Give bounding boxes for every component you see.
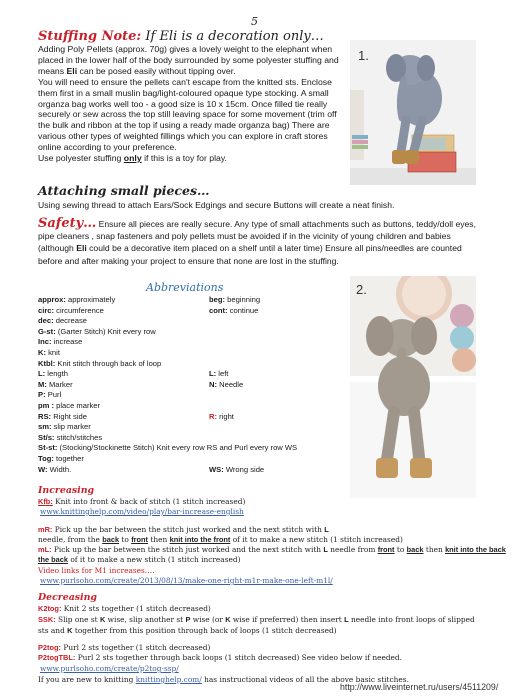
abbreviation-row — [38, 422, 343, 433]
k2tog-line: K2tog: Knit 2 sts together (1 stitch decreased) — [38, 604, 211, 613]
abbreviation-entry — [38, 295, 209, 306]
ml-line-1: mL: Pick up the bar between the stitch just worked and the next stitch with L needle from front to back then knit into the back — [38, 545, 506, 554]
abbreviation-row — [38, 348, 343, 359]
stuffing-paragraph-2: You will need to ensure the pellets can't escape from the knitted sts. Enclose them first in a small muslin bag/light-coloured opaque type stocking. A small organza bag works well too - a good size is 10 x 15cm. Once filled tie really securely or sew across the top still leaving space for some movement (trim off the bulk and ribbon at the top if using a ready made organza bag) There are various other types of weighted fillings which you can explore in craft stores online according to your preference. — [38, 76, 337, 153]
mr-line-2: needle, from the back to front then knit into the front of it to make a new stitch (1 stitch increased) — [38, 535, 403, 544]
abbreviation-meaning: Purl — [45, 390, 62, 400]
abbreviation-row — [38, 295, 343, 306]
abbreviation-row — [38, 337, 343, 348]
abbreviation-entry — [38, 327, 209, 338]
abbreviation-meaning: Right side — [51, 411, 87, 421]
abbreviation-row — [38, 433, 343, 444]
abbreviation-meaning: Wrong side — [223, 464, 265, 474]
abbreviation-key: pm : — [38, 400, 55, 410]
abbreviation-entry — [209, 306, 258, 317]
abbreviations-title: Abbreviations — [146, 281, 224, 294]
ml-line-2: the back of it to make a new stitch (1 stitch increased) — [38, 555, 241, 564]
kfb-video-link[interactable]: www.knittinghelp.com/video/play/bar-increase-english — [40, 507, 244, 516]
abbreviation-meaning: approximately — [65, 295, 116, 304]
abbreviation-row — [38, 390, 343, 401]
abbreviation-key: St-st: — [38, 443, 58, 453]
photo-1-label: 1. — [358, 48, 369, 63]
abbreviation-key: St/s: — [38, 432, 55, 442]
ssk-line-2: sts and K together from this position through back of loops (1 stitch decreased) — [38, 626, 337, 635]
safety-body: Safety… Ensure all pieces are really secure. Any type of small attachments such as buttons, teddy/doll eyes, pipe cleaners , snap fasteners and poly pellets must be avoided if in the vicinity of young children and babies (although Eli could be a decorative item placed on a shelf until a later time) Ensure all pins/needles are counted before and after making your project to ensure that none are lost in the stuffing. — [38, 216, 476, 266]
abbreviation-entry — [38, 306, 209, 317]
attaching-heading: Attaching small pieces… — [38, 183, 210, 198]
abbreviation-key: K: — [38, 347, 47, 357]
abbreviation-entry — [38, 412, 209, 423]
p2tog-line: P2tog: Purl 2 sts together (1 stitch decreased) — [38, 643, 211, 652]
abbreviation-meaning: place marker — [54, 400, 101, 410]
abbreviation-meaning: Needle — [217, 379, 244, 389]
elephant-on-shelf-photo — [350, 276, 476, 498]
abbreviation-entry — [209, 380, 243, 391]
page-number: 5 — [251, 15, 258, 28]
abbreviation-entry — [38, 433, 209, 444]
ssk-line-1: SSK: Slip one st K wise, slip another st P wise (or K wise if preferred) then insert L needle into front loops of slipped — [38, 615, 475, 624]
video-links-label: Video links for M1 increases…. — [38, 566, 155, 575]
safety-heading: Safety… — [38, 216, 97, 231]
abbreviations-list — [38, 295, 343, 475]
abbreviation-key: Inc: — [38, 337, 52, 347]
elephant-standing-illustration — [350, 276, 476, 498]
abbreviation-meaning: (Stocking/Stockinette Stitch) Knit every row RS and Purl every row WS — [57, 443, 298, 453]
decreasing-heading: Decreasing — [38, 592, 97, 603]
p2tog-video-link[interactable]: www.purlsoho.com/create/p2tog-ssp/ — [40, 664, 179, 673]
abbreviation-entry — [38, 380, 209, 391]
stuffing-heading-label: Stuffing Note: — [38, 29, 142, 44]
abbreviation-row — [38, 380, 343, 391]
abbreviation-entry — [38, 359, 209, 370]
abbreviation-entry — [38, 337, 209, 348]
abbreviation-entry — [209, 369, 228, 380]
abbreviation-meaning: length — [45, 369, 68, 379]
elephant-sitting-illustration — [350, 40, 476, 185]
abbreviation-key: circ: — [38, 305, 55, 315]
abbreviation-meaning: left — [216, 369, 229, 379]
abbreviation-entry — [38, 454, 209, 465]
abbreviation-meaning: increase — [51, 337, 83, 347]
kfb-line: Kfb: Knit into front & back of stitch (1 stitch increased) — [38, 497, 246, 506]
abbreviation-row — [38, 316, 343, 327]
abbreviation-meaning: Knit stitch through back of loop — [55, 358, 162, 368]
abbreviation-meaning: knit — [46, 347, 60, 357]
footer-line: If you are new to knitting knittinghelp.com/ has instructional videos of all the above basic stitches. — [38, 675, 409, 684]
abbreviation-key: dec: — [38, 316, 54, 326]
abbreviation-row — [38, 454, 343, 465]
abbreviation-meaning: continue — [227, 305, 259, 315]
elephant-on-boxes-photo — [350, 40, 476, 185]
abbreviation-meaning: slip marker — [51, 422, 91, 432]
abbreviation-entry — [38, 390, 209, 401]
abbreviation-entry — [38, 422, 209, 433]
abbreviation-key: sm: — [38, 422, 52, 432]
stuffing-paragraph-1: Adding Poly Pellets (approx. 70g) gives a lovely weight to the elephant when placed in the lower half of the body surrounded by some polyester stuffing and means Eli can be posed easily without tipping over. — [38, 44, 339, 76]
abbreviation-key: WS: — [209, 464, 224, 474]
abbreviation-entry — [38, 316, 209, 327]
stuffing-paragraph-3: Use polyester stuffing only if this is a toy for play. — [38, 153, 227, 164]
abbreviation-key: Ktbl: — [38, 358, 56, 368]
abbreviation-meaning: Marker — [46, 379, 73, 389]
watermark-url: http://www.liveinternet.ru/users/4511209/ — [340, 682, 499, 692]
abbreviation-key: M: — [38, 379, 47, 389]
abbreviation-entry — [38, 465, 209, 476]
knittinghelp-link[interactable]: knittinghelp.com/ — [135, 675, 202, 684]
mr-line-1: mR: Pick up the bar between the stitch just worked and the next stitch with L — [38, 525, 329, 534]
abbreviation-key: L: — [38, 369, 46, 379]
abbreviation-key: Tog: — [38, 453, 54, 463]
abbreviation-entry — [209, 412, 234, 423]
abbreviation-row — [38, 412, 343, 423]
attaching-text: Using sewing thread to attach Ears/Sock Edgings and secure Buttons will create a neat finish. — [38, 200, 395, 210]
abbreviation-meaning: together — [53, 453, 84, 463]
abbreviation-row — [38, 465, 343, 476]
abbreviation-entry — [209, 465, 264, 476]
abbreviation-meaning: Width. — [47, 464, 72, 474]
abbreviation-row — [38, 401, 343, 412]
abbreviation-entry — [38, 369, 209, 380]
increasing-heading: Increasing — [38, 485, 95, 496]
abbreviation-key: R: — [209, 411, 218, 421]
p2togtbl-line: P2togTBL: Purl 2 sts together through back loops (1 stitch decreased) See video below if needed. — [38, 653, 403, 662]
abbreviation-key: L: — [209, 369, 217, 379]
abbreviation-key: P: — [38, 390, 46, 400]
abbreviation-meaning: beginning — [225, 295, 261, 304]
abbreviation-row — [38, 359, 343, 370]
abbreviation-meaning: right — [217, 411, 234, 421]
abbreviation-row — [38, 443, 343, 454]
stuffing-body — [38, 44, 343, 164]
photo-2-label: 2. — [356, 282, 367, 297]
abbreviation-meaning: decrease — [53, 316, 87, 326]
abbreviation-row — [38, 369, 343, 380]
abbreviation-entry — [209, 295, 260, 306]
abbreviation-meaning: stitch/stitches — [54, 432, 103, 442]
stuffing-heading — [38, 27, 324, 45]
abbreviation-row — [38, 306, 343, 317]
abbreviation-key: G-st: — [38, 326, 56, 336]
stuffing-heading-rest: If Eli is a decoration only… — [141, 29, 324, 44]
abbreviation-key: N: — [209, 379, 218, 389]
abbreviation-key: beg: — [209, 295, 226, 304]
abbreviation-entry — [38, 401, 209, 412]
abbreviation-key: cont: — [209, 305, 228, 315]
abbreviation-key: approx: — [38, 295, 66, 304]
abbreviation-meaning: circumference — [54, 305, 104, 315]
abbreviation-meaning: (Garter Stitch) Knit every row — [55, 326, 156, 336]
abbreviation-key: RS: — [38, 411, 52, 421]
abbreviation-key: W: — [38, 464, 48, 474]
m1-video-link[interactable]: www.purlsoho.com/create/2013/08/13/make-one-right-m1r-make-one-left-m1l/ — [40, 576, 333, 585]
abbreviation-row — [38, 327, 343, 338]
abbreviation-entry — [38, 348, 209, 359]
abbreviation-entry — [38, 443, 298, 454]
